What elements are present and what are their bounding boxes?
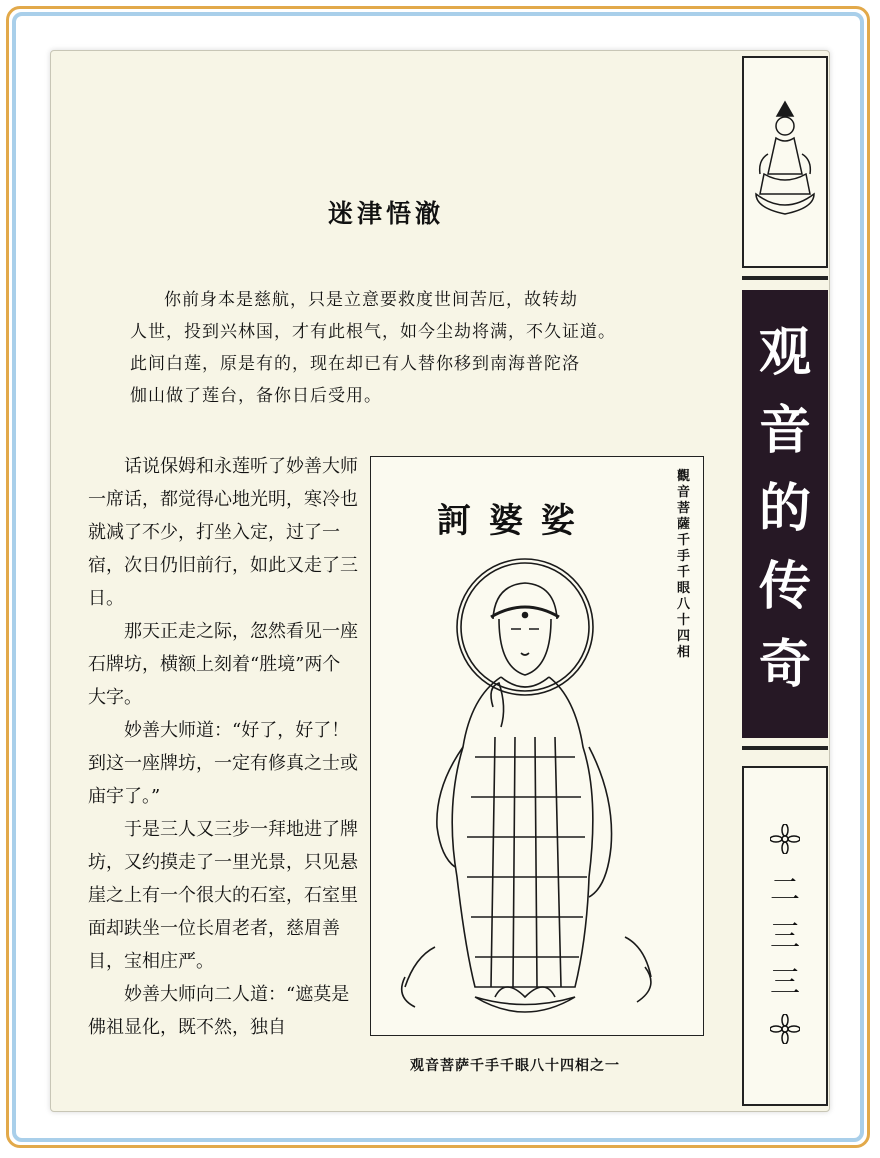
page-number-char: 三	[770, 919, 800, 954]
paragraph: 那天正走之际，忽然看见一座石牌坊，横额上刻着“胜境”两个大字。	[88, 621, 358, 708]
flower-ornament-icon	[770, 1014, 800, 1044]
guanyin-figure	[375, 557, 675, 1027]
section-title: 迷津悟澈	[328, 199, 445, 228]
paragraph: 于是三人又三步一拜地进了牌坊，又约摸走了一里光景，只见悬崖之上有一个很大的石室，石室里面却趺坐一位长眉老者，慈眉善目，宝相庄严。	[88, 819, 358, 972]
title-char: 观	[758, 322, 811, 383]
book-title	[742, 314, 828, 704]
title-char: 传	[758, 556, 811, 617]
intro-line: 此间白莲，原是有的，现在却已有人替你移到南海普陀洛	[130, 354, 580, 374]
page-number	[744, 868, 826, 1006]
paragraph: 话说保姆和永莲听了妙善大师一席话，都觉得心地光明，寒冷也就减了不少，打坐入定，过了一宿，次日仍旧前行，如此又走了三日。	[88, 456, 358, 609]
intro-passage	[130, 284, 690, 412]
intro-line: 你前身本是慈航，只是立意要救度世间苦厄，故转劫	[164, 290, 578, 310]
paragraph: 妙善大师道：“好了，好了！到这一座牌坊，一定有修真之士或庙宇了。”	[88, 720, 358, 807]
flower-ornament-icon	[770, 824, 800, 854]
divider-bar	[742, 276, 828, 280]
illustration-inscription: 觀音菩薩千手千眼八十四相	[677, 469, 691, 660]
book-title-panel	[742, 290, 828, 738]
page-number-char: 三	[770, 965, 800, 1000]
title-char: 音	[758, 400, 811, 461]
title-char: 的	[758, 478, 811, 539]
page-number-panel	[742, 766, 828, 1106]
illustration-title: 訶婆娑	[437, 501, 593, 541]
divider-bar	[742, 746, 828, 750]
paragraph: 妙善大师向二人道：“遮莫是佛祖显化，既不然，独自	[88, 984, 350, 1038]
illustration-caption: 观音菩萨千手千眼八十四相之一	[410, 1058, 620, 1074]
side-emblem-panel	[742, 56, 828, 268]
intro-line: 人世，投到兴林国，才有此根气，如今尘劫将满，不久证道。	[130, 322, 616, 342]
body-text	[88, 450, 358, 1044]
intro-line: 伽山做了莲台，备你日后受用。	[130, 386, 382, 406]
title-char: 奇	[758, 634, 811, 695]
page-number-char: 二	[770, 873, 800, 908]
guanyin-emblem-icon	[744, 94, 826, 244]
guanyin-illustration	[370, 456, 704, 1036]
